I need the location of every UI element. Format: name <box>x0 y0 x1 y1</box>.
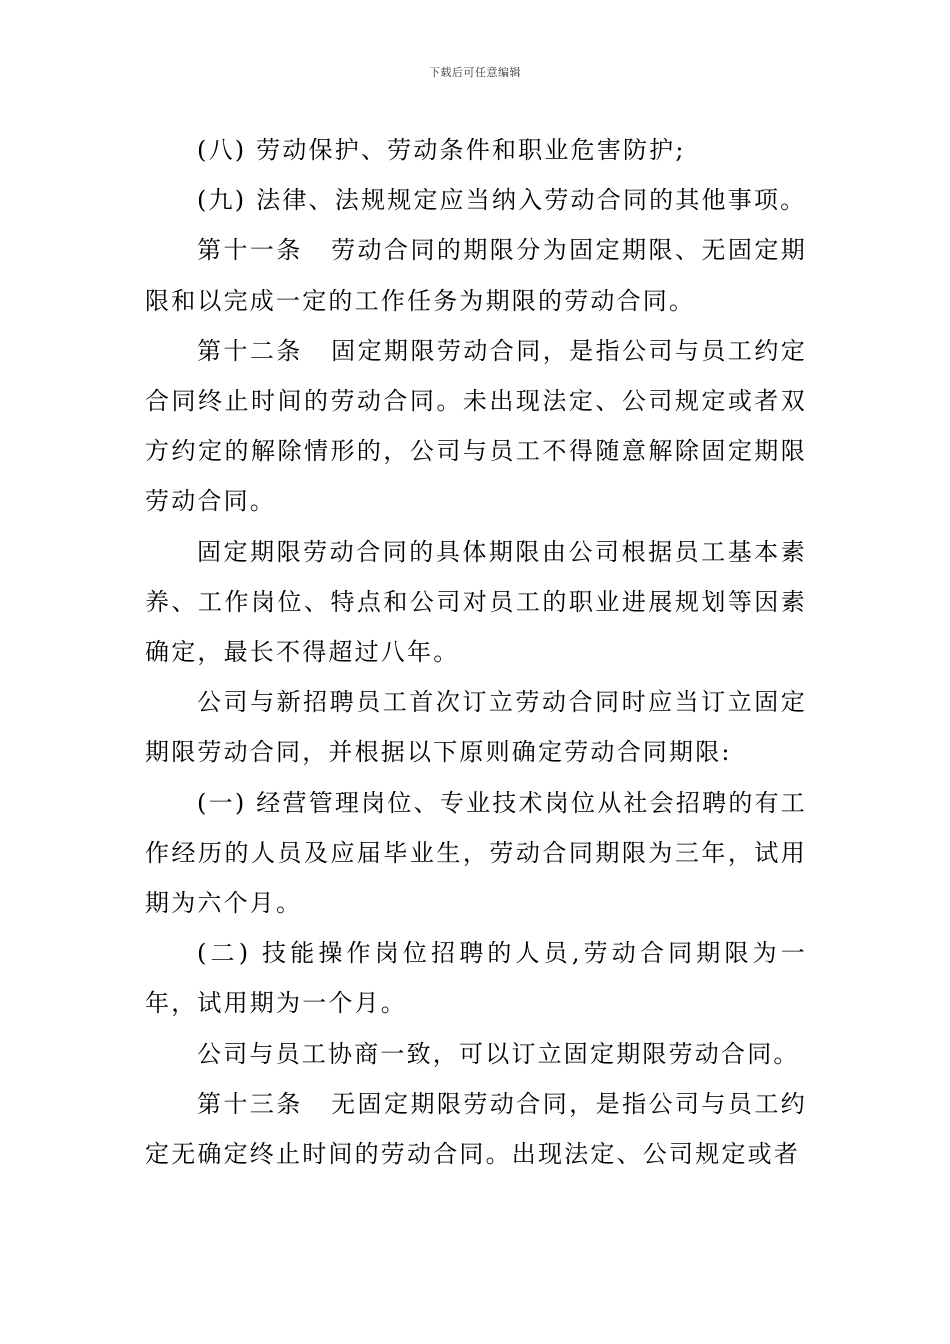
paragraph-item-9 <box>145 175 807 225</box>
paragraph-article-11 <box>145 225 807 325</box>
paragraph-first-contract <box>145 677 807 777</box>
paragraph-text: 固定期限劳动合同，是指公司与员工约定合同终止时间的劳动合同。未出现法定、公司规定或者双方约定的解除情形的，公司与员工不得随意解除固定期限劳动合同。 <box>145 336 807 516</box>
paragraph-text: (八) 劳动保护、劳动条件和职业危害防护; <box>197 136 686 164</box>
paragraph-item-1 <box>145 778 807 929</box>
page-header: 下载后可任意编辑 <box>429 66 521 79</box>
paragraph-text: (九) 法律、法规规定应当纳入劳动合同的其他事项。 <box>197 186 807 215</box>
paragraph-text: (一) 经营管理岗位、专业技术岗位从社会招聘的有工作经历的人员及应届毕业生，劳动合同期限为三年，试用期为六个月。 <box>145 788 807 918</box>
paragraph-text: 公司与新招聘员工首次订立劳动合同时应当订立固定期限劳动合同，并根据以下原则确定劳动合同期限: <box>145 688 807 767</box>
paragraph-text: 公司与员工协商一致，可以订立固定期限劳动合同。 <box>197 1039 800 1068</box>
paragraph-text: (二) 技能操作岗位招聘的人员,劳动合同期限为一年，试用期为一个月。 <box>145 939 807 1018</box>
document-body <box>145 125 807 1179</box>
paragraph-text: 固定期限劳动合同的具体期限由公司根据员工基本素养、工作岗位、特点和公司对员工的职业进展规划等因素确定，最长不得超过八年。 <box>145 537 807 667</box>
article-number: 第十三条 <box>197 1089 303 1118</box>
article-number: 第十一条 <box>197 236 303 265</box>
paragraph-fixed-term-length <box>145 527 807 678</box>
paragraph-text: 无固定期限劳动合同，是指公司与员工约定无确定终止时间的劳动合同。出现法定、公司规定或者 <box>145 1089 807 1169</box>
article-number: 第十二条 <box>197 336 303 365</box>
paragraph-item-8 <box>145 125 807 175</box>
paragraph-article-12 <box>145 326 807 527</box>
paragraph-item-2 <box>145 928 807 1028</box>
paragraph-text: 劳动合同的期限分为固定期限、无固定期限和以完成一定的工作任务为期限的劳动合同。 <box>145 236 807 315</box>
paragraph-mutual-agreement <box>145 1029 807 1079</box>
paragraph-article-13 <box>145 1079 807 1179</box>
